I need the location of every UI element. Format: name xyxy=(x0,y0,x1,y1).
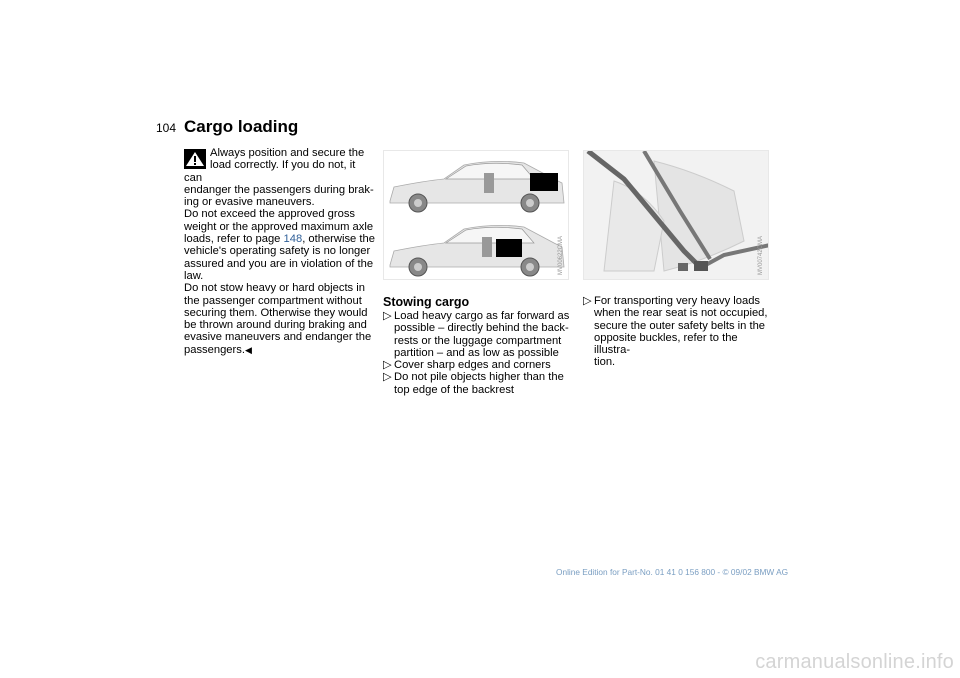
warning-line-8: vehicle's operating safety is no longer xyxy=(184,245,371,258)
warning-line-12: the passenger compartment without xyxy=(184,294,362,307)
warning-line-4: ing or evasive maneuvers. xyxy=(184,196,315,209)
warning-line-15: evasive maneuvers and endanger the xyxy=(184,331,372,344)
cars-cargo-drawing xyxy=(384,151,569,280)
list-item-line: rests or the luggage compartment xyxy=(394,334,562,347)
warning-line-10: law. xyxy=(184,269,204,282)
cars-cargo-illustration xyxy=(383,150,569,280)
warning-line-16 xyxy=(184,344,376,356)
safety-belts-drawing xyxy=(584,151,769,280)
safety-belts-illustration xyxy=(583,150,769,280)
list-item-line: top edge of the backrest xyxy=(394,383,515,396)
page-148-link[interactable]: 148 xyxy=(283,233,303,246)
list-item xyxy=(383,310,573,359)
bullet-arrow-icon: ▷ xyxy=(383,310,392,322)
car-bottom xyxy=(390,225,564,276)
list-item-line: tion. xyxy=(594,356,616,369)
footer-edition-note: Online Edition for Part-No. 01 41 0 156 800 - © 09/02 BMW AG xyxy=(556,567,789,577)
warning-line-14: be thrown around during braking and xyxy=(184,319,367,332)
list-item-line: when the rear seat is not occupied, xyxy=(594,307,768,320)
warning-line-9: assured and you are in violation of the xyxy=(184,257,374,270)
bullet-arrow-icon: ▷ xyxy=(383,371,392,384)
page-title: Cargo loading xyxy=(184,117,299,136)
stowing-list-left xyxy=(383,310,573,396)
list-item-line: opposite buckles, refer to the illustra- xyxy=(594,331,738,357)
warning-line-7-pre: loads, refer to page xyxy=(184,233,284,246)
warning-line-2: load correctly. If you do not, it can xyxy=(184,159,356,184)
warning-block xyxy=(184,147,376,356)
warning-triangle-icon xyxy=(184,149,206,169)
car-top xyxy=(390,161,564,212)
bullet-arrow-icon: ▷ xyxy=(383,359,392,372)
warning-line-11: Do not stow heavy or hard objects in xyxy=(184,282,365,295)
warning-line-7-post: , otherwise the xyxy=(302,233,375,246)
list-item-line: possible – directly behind the back- xyxy=(394,322,569,335)
list-item-line: Load heavy cargo as far forward as xyxy=(394,310,570,322)
section-title-stowing-cargo: Stowing cargo xyxy=(383,295,470,309)
warning-line-6: weight or the approved maximum axle xyxy=(184,220,374,233)
page-number: 104 xyxy=(156,121,177,135)
warning-line-13: securing them. Otherwise they would xyxy=(184,306,368,319)
list-item-line: secure the outer safety belts in the xyxy=(594,319,766,332)
list-item xyxy=(383,359,573,371)
list-item-line: partition – and as low as possible xyxy=(394,346,559,359)
list-item xyxy=(583,295,773,369)
warning-line-3: endanger the passengers during brak- xyxy=(184,183,374,196)
stowing-list-right xyxy=(583,295,773,369)
figure-code-belts: MV00742CMA xyxy=(758,235,764,275)
figure-code-cars: MV00622CMA xyxy=(558,235,564,275)
list-item xyxy=(383,371,573,396)
warning-line-5: Do not exceed the approved gross xyxy=(184,208,356,221)
list-item-line: For transporting very heavy loads xyxy=(594,295,761,307)
list-item-line: Cover sharp edges and corners xyxy=(394,359,551,372)
warning-line-7 xyxy=(184,233,376,245)
warning-line-1: Always position and secure the xyxy=(210,147,365,159)
list-item-line: Do not pile objects higher than the xyxy=(394,371,564,384)
bullet-arrow-icon: ▷ xyxy=(583,295,592,307)
watermark: carmanualsonline.info xyxy=(755,651,954,673)
end-mark-icon: ◀ xyxy=(244,344,252,355)
warning-line-16-text: passengers. xyxy=(184,343,245,356)
